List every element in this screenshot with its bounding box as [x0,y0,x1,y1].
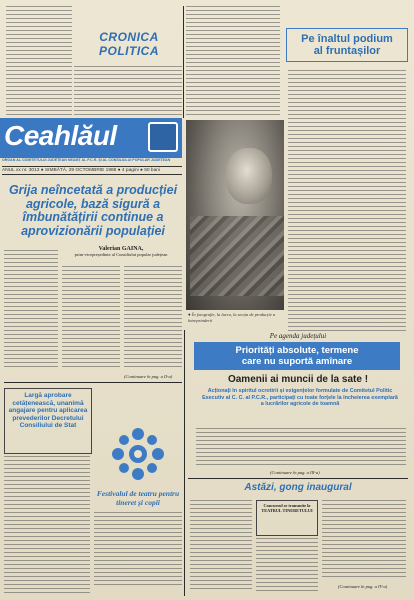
podium-header [286,28,408,62]
festival-text [94,512,182,588]
masthead [0,118,182,158]
gong-text-col3 [322,500,406,580]
section-rule-left [4,382,182,383]
decree-text [4,456,90,596]
agenda-subhead: Acționați în spiritul ocrotirii și exigențelor formulate de Comitetul Politic Executiv al C. C. al P.C.R., participați cu toate forțele la încheierea exemplară a lucrărilor agricole de toamnă [202,388,398,408]
decree-headline: Largă aprobare cetățenească, unanimă angajare pentru aplicarea prevederilor Decretului Consiliului de Stat [8,392,88,429]
cronica-title-line2: POLITICA [99,44,159,58]
cronica-text [74,66,182,118]
festival-logo-icon [108,424,168,484]
top-left-text-block [6,6,72,116]
machinery [190,216,284,296]
agenda-text [196,428,406,468]
front-photo [186,120,284,310]
section-rule-right [188,478,408,479]
photo-caption: ● În fotografie, la lucru, la secția de producție a întreprinderii [188,312,276,323]
continued-note-bottom: (Continuare în pag. a IV-a) [338,584,388,589]
podium-text [288,70,406,332]
continued-note-left: (Continuare în pag. a II-a) [124,374,173,379]
agenda-banner-line2: care nu suportă amînare [241,356,353,367]
worker-face [226,148,272,204]
masthead-kicker: ORGAN AL COMITETULUI JUDEȚEAN NEAMȚ AL P.C.R. ȘI AL CONSILIULUI POPULAR JUDEȚEAN [2,158,171,162]
column-rule [183,6,184,118]
agenda-kicker: Pe agenda județului [269,332,327,340]
festival-title: Festivalul de teatru pentru tineret și copii [96,489,180,507]
gong-box [256,500,318,536]
gong-title: Astăzi, gong inaugural [244,482,352,493]
lead-text-col2 [62,266,120,370]
lead-text-col1 [4,250,58,370]
gong-box-text: Concursul se transmite la TEATRUL TINERETULUI [261,503,313,514]
gong-text-col1 [190,500,252,592]
cronica-politica-header [84,30,174,58]
agenda-banner-line1: Priorități absolute, termene [235,345,359,356]
agenda-headline: Oamenii ai muncii de la sate ! [227,374,369,385]
gong-text-col2 [256,538,318,592]
lead-text-col3 [124,266,182,370]
byline [60,246,182,257]
top-center-text [186,6,280,118]
masthead-issue-line: ANUL xx nr. 3013 ● SIMBĂTĂ, 29 OCTOMBRIE 1988 ● 4 pagini ● 50 bani [2,166,182,175]
continued-note-right: (Continuare în pag. a III-a) [270,470,320,475]
byline-role: prim-vicepreședinte al Consiliului popular județean [74,252,168,257]
agenda-banner [194,342,400,370]
column-rule-bottom [184,330,185,596]
byline-name: Valerian GAINA, [98,246,144,252]
cronica-title-line1: CRONICA [99,30,159,44]
masthead-emblem-icon [148,122,178,152]
podium-title-line1: Pe înaltul podium [301,33,393,45]
masthead-title: Ceahlăul [4,120,117,151]
lead-headline: Grija neîncetată a producției agricole, bază sigură a îmbunătățirii continue a aprovizionării populației [8,183,178,238]
podium-title-line2: al fruntașilor [313,45,381,57]
decree-box [4,388,92,454]
